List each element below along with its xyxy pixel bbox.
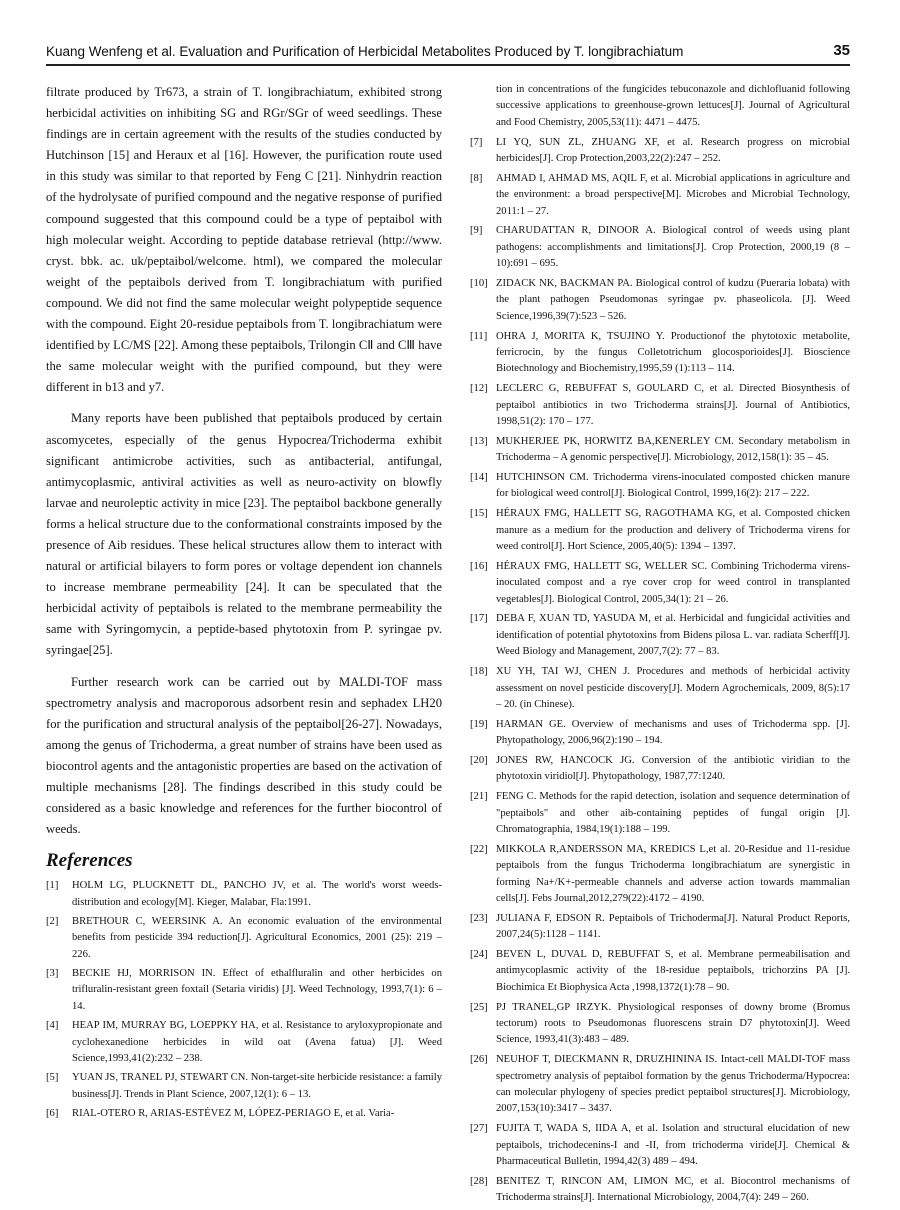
reference-item: [470, 911, 850, 944]
reference-text: BRETHOUR C, WEERSINK A. An economic evaluation of the environmental benefits from pesticide 394 reduction[J]. Agricultural Economics, 2001 (25): 219 – 226.: [72, 916, 442, 960]
paragraph-2: Many reports have been published that peptaibols produced by certain ascomycetes, especially of the genus Hypocrea/Trichoderma exhibit significant antimicrobe activities, such as antibacterial, antifungal, antimycoplasmic, antiviral activities as well as neuro-activity on blowfly larvae and neuroleptic activity in mice [23]. The peptaibol backbone generally forms a helical structure due to the conformational constraints imposed by the presence of Aib residues. These helical structures allow them to interact with natural or artificial bilayers to form pores or voltage dependent ion channels to increase membrane permeability [24]. It can be speculated that the herbicidal activity of peptaibols is related to the membrane permeability the same with Syringomycin, a peptide-based phytotoxin from P. syringae pv. syringae[25].: [46, 411, 442, 658]
reference-item: [470, 717, 850, 750]
reference-number: [14]: [470, 472, 488, 484]
reference-item: [470, 611, 850, 660]
reference-number: [7]: [470, 136, 483, 148]
reference-number: [5]: [46, 1072, 59, 1084]
reference-number: [28]: [470, 1175, 488, 1187]
reference-item: [46, 914, 442, 963]
reference-item: [46, 1106, 442, 1122]
reference-item: [470, 329, 850, 378]
reference-text: JULIANA F, EDSON R. Peptaibols of Trichoderma[J]. Natural Product Reports, 2007,24(5):1128 – 1141.: [496, 912, 850, 941]
reference-number: [10]: [470, 278, 488, 290]
reference-item: [470, 559, 850, 608]
reference-text: XU YH, TAI WJ, CHEN J. Procedures and methods of herbicidal activity assessment on novel pesticide discovery[J]. Modern Agrochemicals, 2009, 8(5):17 – 20. (in Chinese).: [496, 666, 850, 710]
right-column: [470, 82, 850, 1210]
reference-text: BEVEN L, DUVAL D, REBUFFAT S, et al. Membrane permeabilisation and antimycoplasmic activity of the 18-residue peptaibols, trichorzins PA [J]. Biochimica Et Biophysica Acta ,1998,1372(1):78 – 90.: [496, 948, 850, 993]
reference-item: [470, 947, 850, 996]
reference-number: [15]: [470, 508, 488, 520]
reference-number: [1]: [46, 880, 59, 892]
references-list-left: [46, 878, 442, 1122]
reference-number: [2]: [46, 916, 59, 928]
reference-number: [8]: [470, 172, 483, 184]
reference-item: [470, 434, 850, 467]
reference-number: [3]: [46, 968, 59, 980]
reference-number: [13]: [470, 435, 488, 447]
reference-text: LI YQ, SUN ZL, ZHUANG XF, et al. Research progress on microbial herbicides[J]. Crop Protection,2003,22(2):247 – 252.: [496, 136, 850, 165]
reference-item: [470, 381, 850, 430]
reference-text: CHARUDATTAN R, DINOOR A. Biological control of weeds using plant pathogens: accomplishments and limitations[J]. Crop Protection, 2000,19 (8 – 10):691 – 695.: [496, 225, 850, 270]
reference-number: [11]: [470, 330, 488, 342]
reference-text: tion in concentrations of the fungicides tebuconazole and dichlofluanid following successive applications to greenhouse-grown lettuces[J]. Journal of Agricultural and Food Chemistry, 2005,53(11): 4471 – 4475.: [496, 84, 850, 128]
reference-text: HARMAN GE. Overview of mechanisms and uses of Trichoderma spp. [J]. Phytopathology, 2006,96(2):190 – 194.: [496, 718, 850, 747]
reference-text: JONES RW, HANCOCK JG. Conversion of the antibiotic viridian to the phytotoxin viridiol[J]. Phytopathology, 1987,77:1240.: [496, 754, 850, 783]
reference-number: [16]: [470, 560, 488, 572]
reference-text: BENITEZ T, RINCON AM, LIMON MC, et al. Biocontrol mechanisms of Trichoderma strains[J]. International Microbiology, 2004,7(4): 249 – 260.: [496, 1175, 850, 1204]
reference-number: [12]: [470, 383, 488, 395]
references-list-right: [470, 135, 850, 1207]
reference-number: [27]: [470, 1123, 488, 1135]
reference-number: [23]: [470, 912, 488, 924]
reference-item: [470, 1000, 850, 1049]
reference-number: [19]: [470, 718, 488, 730]
reference-text: RIAL-OTERO R, ARIAS-ESTÉVEZ M, LÓPEZ-PERIAGO E, et al. Varia-: [72, 1108, 395, 1120]
paragraph-3: Further research work can be carried out by MALDI-TOF mass spectrometry analysis and macroporous adsorbent resin and sephadex LH20 for the purification and structural analysis of the peptaibol[26-27]. Nowadays, among the genus of Trichoderma, a great number of strains have been used as biocontrol agents and the antagonistic properties are based on the activation of multiple mechanisms [28]. The findings described in this study could be considered as a basic knowledge and references for the further biocontrol of weeds.: [46, 674, 442, 837]
reference-6-continued: [470, 82, 850, 131]
reference-text: HUTCHINSON CM. Trichoderma virens-inoculated composted chicken manure for biological weed control[J]. Biological Control, 1999,16(2): 217 – 222.: [496, 472, 850, 500]
reference-item: [470, 223, 850, 272]
reference-text: YUAN JS, TRANEL PJ, STEWART CN. Non-target-site herbicide resistance: a family business[J]. Trends in Plant Science, 2007,12(1): 6 – 13.: [72, 1072, 442, 1100]
reference-number: [22]: [470, 843, 488, 855]
header-rule: [46, 64, 850, 66]
reference-number: [4]: [46, 1020, 59, 1032]
reference-text: NEUHOF T, DIECKMANN R, DRUZHININA IS. Intact-cell MALDI-TOF mass spectrometry analysis of peptaibol formation by the genus Trichoderma/Hypocrea: can molecular phylogeny of species predict peptaibol structures[J]. Microbiology, 2007,153(10):3417 – 3437.: [496, 1054, 850, 1115]
reference-item: [46, 1018, 442, 1067]
reference-text: FENG C. Methods for the rapid detection, isolation and sequence determination of "peptaibols" and other aib-containing peptides of fungal origin [J]. Chromatographia, 1984,19(1):188 – 199.: [496, 791, 850, 835]
reference-item: [46, 1070, 442, 1103]
page-number: 35: [833, 42, 850, 59]
reference-number: [24]: [470, 948, 488, 960]
reference-item: [470, 1174, 850, 1207]
reference-item: [470, 470, 850, 503]
reference-text: HÉRAUX FMG, HALLETT SG, WELLER SC. Combining Trichoderma virens-inoculated compost and a rye cover crop for weed control in transplanted vegetables[J]. Biological Control, 2005,34(1): 21 – 26.: [496, 560, 850, 605]
reference-text: FUJITA T, WADA S, IIDA A, et al. Isolation and structural elucidation of new peptaibols, trichodecenins-I and -II, from trichoderma viride[J]. Chemical & Pharmaceutical Bulletin, 1994,42(3) 489 – 494.: [496, 1123, 850, 1167]
reference-number: [9]: [470, 225, 483, 237]
references-heading: References: [46, 850, 133, 872]
reference-text: HOLM LG, PLUCKNETT DL, PANCHO JV, et al. The world's worst weeds-distribution and ecology[M]. Kieger, Malabar, Fla:1991.: [72, 880, 442, 908]
reference-number: [25]: [470, 1001, 488, 1013]
reference-item: [46, 878, 442, 911]
reference-text: PJ TRANEL,GP IRZYK. Physiological responses of downy brome (Bromus tectorum) roots to Pseudomonas fluorescens strain D7 phytotoxin[J]. Weed Science, 1993,41(3):483 – 489.: [496, 1001, 850, 1046]
reference-item: [470, 171, 850, 220]
reference-item: [470, 753, 850, 786]
reference-item: [470, 276, 850, 325]
reference-number: [26]: [470, 1054, 488, 1066]
running-header: [46, 40, 850, 64]
reference-text: MIKKOLA R,ANDERSSON MA, KREDICS L,et al. 20-Residue and 11-residue peptaibols from the fungus Trichoderma longibrachiatum are synergistic in forming Na+/K+-permeable channels and adverse action towards mammalian cells[J]. Febs Journal,2012,279(22):4172 – 4190.: [496, 843, 850, 904]
reference-number: [20]: [470, 754, 488, 766]
reference-item: [470, 1121, 850, 1170]
reference-text: OHRA J, MORITA K, TSUJINO Y. Productionof the phytotoxic metabolite, ferricrocin, by the fungus Colletotrichum glocosporioides[J]. Bioscience Biotechnology and Biochemistry,1995,59 (1):113 – 114.: [496, 330, 850, 375]
reference-text: DEBA F, XUAN TD, YASUDA M, et al. Herbicidal and fungicidal activities and identification of potential phytotoxins from Bidens pilosa L. var. radiata Scherff[J]. Weed Biology and Management, 2007,7(2): 77 – 83.: [496, 613, 850, 658]
reference-text: HÉRAUX FMG, HALLETT SG, RAGOTHAMA KG, et al. Composted chicken manure as a medium for the production and delivery of Trichoderma virens for weed control[J]. Hort Science, 2005,40(5): 1394 – 1397.: [496, 508, 850, 553]
paragraph-1: filtrate produced by Tr673, a strain of T. longibrachiatum, exhibited strong herbicidal activities on inhibiting SG and RGr/SGr of weed seedlings. These findings are in certain agreement with the results of the studies conducted by Hutchinson [15] and Heraux et al [16]. However, the purification route used in this study was similar to that reported by Feng C [21]. Ninhydrin reaction of the hydrolysate of purified compound and the negative response of purified compound suggested that this compound could be a type of peptaibol with high molecular weight. According to peptide database retrieval (http://www. cryst. bbk. ac. uk/peptaibol/welcome. html), we compared the molecular weight of the peptaibols derived from T. longibrachiatum with purified compound. We did not find the same molecular weight polypeptide sequence with the compound. Eight 20-residue peptaibols from T. longibrachiatum were identified by LC/MS [22]. Among these peptaibols, Trilongin CⅡ and CⅢ have the same molecular weight with the purified compound, but they were different in b13 and y7.: [46, 85, 442, 395]
reference-text: LECLERC G, REBUFFAT S, GOULARD C, et al. Directed Biosynthesis of peptaibol antibiotics in two Trichoderma strains[J]. Journal of Antibiotics, 1998,51(2): 170 – 177.: [496, 383, 850, 428]
reference-item: [470, 789, 850, 838]
running-header-title: Kuang Wenfeng et al. Evaluation and Purification of Herbicidal Metabolites Produced by T. longibrachiatum: [46, 44, 684, 59]
reference-text: HEAP IM, MURRAY BG, LOEPPKY HA, et al. Resistance to aryloxypropionate and cyclohexanedione herbicides in wild oat (Avena fatua) [J]. Weed Science,1993,41(2):232 – 238.: [72, 1020, 442, 1064]
reference-number: [18]: [470, 666, 488, 678]
reference-number: [21]: [470, 791, 488, 803]
reference-item: [470, 1052, 850, 1118]
reference-number: [17]: [470, 613, 488, 625]
left-column: [46, 82, 442, 1126]
reference-item: [470, 135, 850, 168]
reference-item: [470, 664, 850, 713]
reference-text: BECKIE HJ, MORRISON IN. Effect of ethalfluralin and other herbicides on trifluralin-resistant green foxtail (Setaria viridis) [J]. Weed Technology, 1993,7(1): 6 – 14.: [72, 968, 442, 1012]
reference-item: [46, 966, 442, 1015]
reference-item: [470, 506, 850, 555]
reference-number: [6]: [46, 1108, 59, 1120]
reference-text: ZIDACK NK, BACKMAN PA. Biological control of kudzu (Pueraria lobata) with the plant pathogen Pseudomonas syringae pv. phaseolicola. [J]. Weed Science,1996,39(7):523 – 526.: [496, 278, 850, 322]
reference-item: [470, 842, 850, 908]
reference-text: AHMAD I, AHMAD MS, AQIL F, et al. Microbial applications in agriculture and the environment: a broad perspective[M]. Microbes and Microbial Technology, 2011:1 – 27.: [496, 172, 850, 217]
discussion-text: [46, 82, 442, 840]
reference-text: MUKHERJEE PK, HORWITZ BA,KENERLEY CM. Secondary metabolism in Trichoderma – A genomic perspective[J]. Microbiology, 2012,158(1): 35 – 45.: [496, 435, 850, 464]
